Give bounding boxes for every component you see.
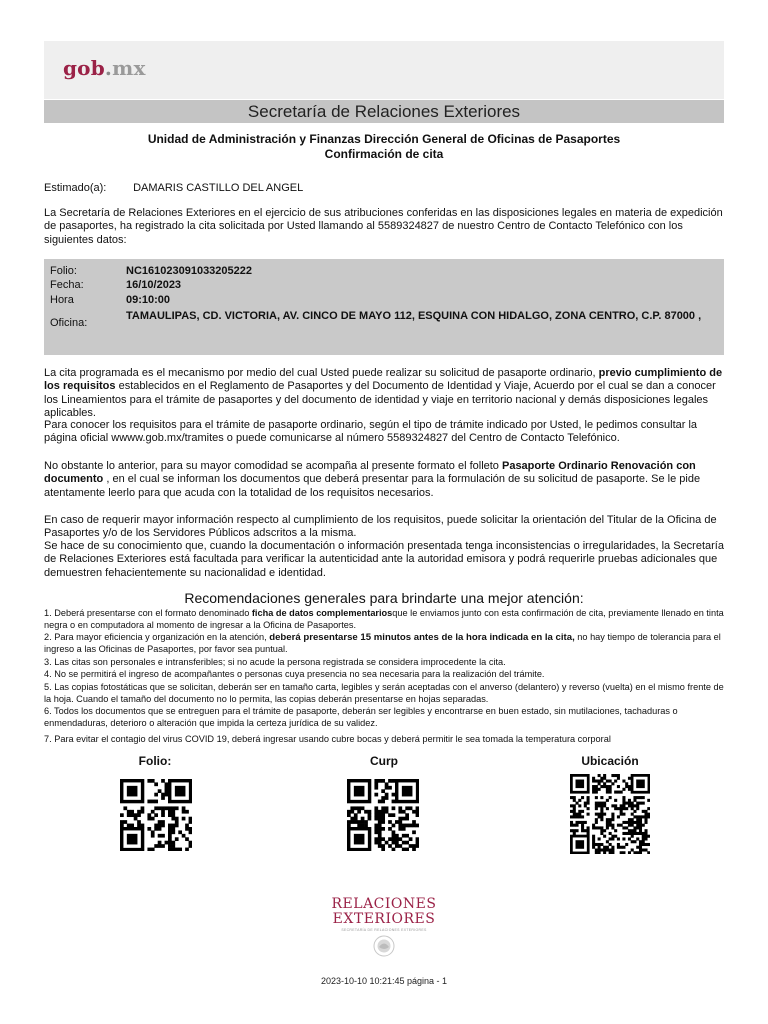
verification-paragraph: Se hace de su conocimiento que, cuando la documentación o información presentada tenga inconsistencias o irregularidades, la Secretaría de Relaciones Exteriores está facultada para verificar la autenticidad ante la autoridad emisora y podrá requerirle pruebas adicionales que demuestren fehacientemente su nacionalidad e identidad. <box>44 540 724 579</box>
date-label: Fecha: <box>50 279 84 291</box>
time-label: Hora <box>50 294 74 306</box>
recommendation-7: 7. Para evitar el contagio del virus COVID 19, deberá ingresar usando cubre bocas y deberá permitir le sea tomada la temperatura corporal <box>44 734 611 744</box>
date-value: 16/10/2023 <box>126 279 182 291</box>
recommendations-title: Recomendaciones generales para brindarte una mejor atención: <box>184 590 584 606</box>
unit-name: Unidad de Administración y Finanzas Dirección General de Oficinas de Pasaportes <box>147 132 621 146</box>
consult-paragraph: Para conocer los requisitos para el trámite de pasaporte ordinario, según el tipo de trámite indicado por Usted, le pedimos consultar la página oficial wwww.gob.mx/tramites o puede comunicarse al número 5589324827 del Centro de Contacto Telefónico. <box>44 419 698 445</box>
time-value: 09:10:00 <box>126 294 171 306</box>
page-footer-timestamp: 2023-10-10 10:21:45 página - 1 <box>320 976 448 986</box>
intro-paragraph: La Secretaría de Relaciones Exteriores en el ejercicio de sus atribuciones conferidas en las disposiciones legales en materia de expedición de pasaportes, ha registrado la cita solicitada por Usted llamando al 5589324827 de nuestro Centro de Contacto Telefónico con los siguientes datos: <box>44 207 723 246</box>
appointment-info-box <box>44 259 724 355</box>
greeting <box>44 182 303 194</box>
greeting-label: Estimado(a): <box>44 182 107 194</box>
brochure-name: Pasaporte Ordinario Renovación con documento <box>44 460 696 486</box>
folio-label: Folio: <box>50 265 77 277</box>
qr-folio-label: Folio: <box>138 754 172 768</box>
document-title: Confirmación de cita <box>324 147 444 161</box>
unit-heading <box>44 132 724 162</box>
header-bar <box>44 41 724 99</box>
brochure-paragraph: No obstante lo anterior, para su mayor comodidad se acompaña al presente formato el folleto Pasaporte Ordinario Renovación con documento , en el cual se informan los documentos que deberá presentar para la formulación de su solicitud de pasaporte. Se le pide atentamente leerlo para que acuda con la totalidad de los requisitos necesarios. <box>44 460 701 499</box>
office-value: TAMAULIPAS, CD. VICTORIA, AV. CINCO DE MAYO 112, ESQUINA CON HIDALGO, ZONA CENTRO, C.P. 87000 , <box>126 310 702 322</box>
national-seal-icon <box>373 935 395 957</box>
folio-value: NC161023091033205222 <box>126 265 253 277</box>
applicant-name: DAMARIS CASTILLO DEL ANGEL <box>133 182 304 194</box>
folio-qr-code <box>120 779 192 851</box>
recommendation-2: 2. Para mayor eficiencia y organización en la atención, deberá presentarse 15 minutos antes de la hora indicada en la cita, no hay tiempo de tolerancia para el ingreso a las Oficinas de Pasaportes, por favor sea puntual. <box>44 632 721 654</box>
ministry-title: Secretaría de Relaciones Exteriores <box>44 100 724 123</box>
recommendation-4: 4. No se permitirá el ingreso de acompañantes o personas cuya presencia no sea necesaria para la realización del trámite. <box>44 669 545 679</box>
location-qr-code <box>570 774 650 854</box>
qr-curp-label: Curp <box>370 754 398 768</box>
relaciones-exteriores-logo: RELACIONES EXTERIORES SECRETARÍA DE RELACIONES EXTERIORES <box>300 897 468 962</box>
recommendation-3: 3. Las citas son personales e intransferibles; si no acude la persona registrada se considera improcedente la cita. <box>44 657 506 667</box>
recommendation-6: 6. Todos los documentos que se entreguen para el trámite de pasaporte, deberán ser legibles y encontrarse en buen estado, sin mutilaciones, tachaduras o enmendaduras, deterioro o alteración que impida la certeza jurídica de su validez. <box>44 706 678 728</box>
recommendation-1: 1. Deberá presentarse con el formato denominado ficha de datos complementariosque le enviamos junto con esta confirmación de cita, previamente llenado en tinta negra o en computadora al momento de ingresar a la Oficina de Pasaportes. <box>44 608 724 630</box>
requirements-emphasis: previo cumplimiento de los requisitos <box>44 367 723 393</box>
qr-location-label: Ubicación <box>581 754 639 768</box>
information-paragraph: En caso de requerir mayor información respecto al cumplimiento de los requisitos, puede solicitar la orientación del Titular de la Oficina de Pasaportes y/o de los Servidores Públicos adscritos a la misma. <box>44 514 717 540</box>
office-label: Oficina: <box>50 317 88 329</box>
curp-qr-code <box>347 779 419 851</box>
gob-mx-logo[interactable]: gob.mx <box>63 56 146 80</box>
requirements-paragraph: La cita programada es el mecanismo por medio del cual Usted puede realizar su solicitud de pasaporte ordinario, previo cumplimiento de los requisitos establecidos en el Reglamento de Pasaportes y del Documento de Identidad y Viaje, Acuerdo por el cual se dan a conocer los Lineamientos para el trámite de pasaportes y del documento de identidad y viaje en territorio nacional y demás disposiciones legales aplicables. <box>44 367 723 419</box>
recommendation-5: 5. Las copias fotostáticas que se solicitan, deberán ser en tamaño carta, legibles y serán aceptadas con el anverso (delantero) y reverso (vuelta) en el mismo frente de la hoja. Cuando el tamaño del documento no lo permita, las copias deberán presentarse en hojas separadas. <box>44 682 724 704</box>
